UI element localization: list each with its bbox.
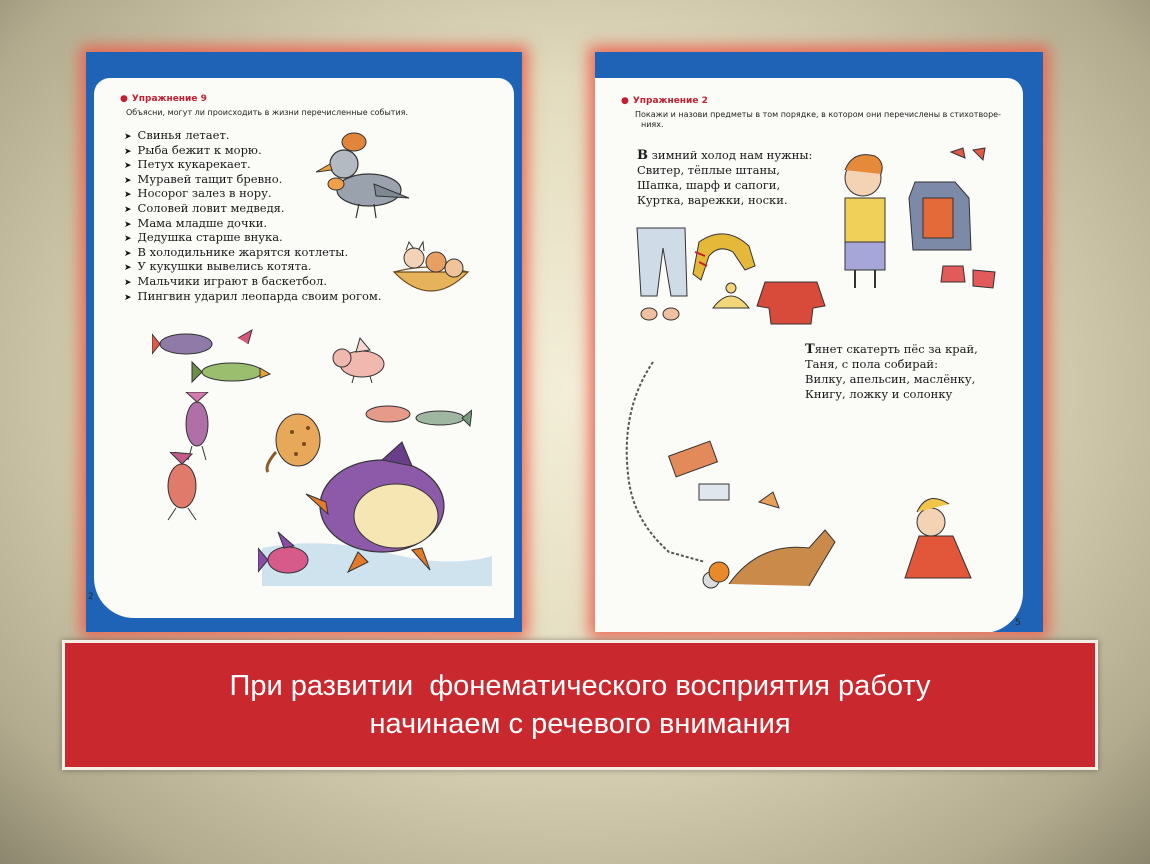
- swimming-creatures-illustration: [362, 396, 472, 436]
- left-page-top-border: [86, 52, 522, 78]
- poem-line: Таня, с пола собирай:: [805, 357, 938, 371]
- poem-line: Тянет скатерть пёс за край,: [805, 342, 978, 357]
- arrow-marker-icon: ➤: [124, 292, 132, 303]
- left-exercise-instruction: Объясни, могут ли происходить в жизни перечисленные события.: [126, 108, 409, 117]
- instruction-line-1: Покажи и назови предметы в том порядке, в котором они перечислены в стихотворе-: [635, 110, 1001, 119]
- list-item: ➤ Мама младше дочки.: [124, 215, 268, 230]
- list-item: ➤ Муравей тащит бревно.: [124, 171, 283, 186]
- winter-clothes-illustration: [629, 222, 829, 328]
- left-page-number: 2: [88, 592, 94, 602]
- instruction-line-2: ниях.: [641, 120, 664, 129]
- list-item: ➤ Носорог залез в нору.: [124, 186, 272, 201]
- dog-and-girl-scene-illustration: [609, 352, 1019, 592]
- right-book-page: [595, 52, 1043, 632]
- jumping-fish-illustration: [152, 452, 212, 522]
- small-fish-illustration: [258, 528, 314, 580]
- right-page-top-border: [595, 52, 1043, 78]
- left-book-page: [86, 52, 522, 632]
- right-page-number: 5: [1015, 618, 1021, 628]
- list-item: ➤ Петух кукарекает.: [124, 157, 251, 172]
- arrow-marker-icon: ➤: [124, 132, 132, 142]
- caption-banner: [62, 640, 1098, 770]
- right-exercise-instruction: [635, 110, 1035, 130]
- arrow-marker-icon: ➤: [124, 175, 132, 186]
- list-item: ➤ Мальчики играют в баскетбол.: [124, 273, 327, 288]
- arrow-marker-icon: ➤: [124, 234, 132, 245]
- arrow-marker-icon: ➤: [124, 204, 132, 215]
- arrow-marker-icon: ➤: [124, 161, 132, 172]
- flying-pig-illustration: [330, 336, 390, 384]
- red-dot-icon: ●: [621, 96, 629, 106]
- list-item: ➤ Рыба бежит к морю.: [124, 142, 262, 157]
- left-exercise-title-row: [120, 94, 207, 104]
- kittens-in-basket-illustration: [386, 232, 476, 307]
- boy-with-jacket-illustration: [823, 142, 1013, 292]
- winter-poem: [637, 148, 812, 208]
- arrow-marker-icon: ➤: [124, 219, 132, 230]
- arrow-marker-icon: ➤: [124, 190, 132, 201]
- flying-fish-illustration: [152, 320, 272, 400]
- arrow-marker-icon: ➤: [124, 263, 132, 274]
- poem-line: Куртка, варежки, носки.: [637, 193, 788, 207]
- bird-with-cat-illustration: [314, 128, 414, 223]
- list-item: ➤ Дедушка старше внука.: [124, 230, 283, 245]
- poem-line: Шапка, шарф и сапоги,: [637, 178, 781, 192]
- list-item: ➤ Пингвин ударил леопарда своим рогом.: [124, 288, 382, 303]
- left-exercise-title: Упражнение 9: [131, 94, 207, 104]
- arrow-marker-icon: ➤: [124, 146, 132, 157]
- poem-line: Свитер, тёплые штаны,: [637, 163, 780, 177]
- caption-line-1: При развитии фонематического восприятия работу: [229, 670, 931, 702]
- list-item: ➤ Свинья летает.: [124, 128, 230, 142]
- right-exercise-title-row: [621, 96, 708, 106]
- red-dot-icon: ●: [120, 94, 128, 104]
- caption-line-2: начинаем с речевого внимания: [369, 708, 791, 740]
- arrow-marker-icon: ➤: [124, 248, 132, 259]
- list-item: ➤ Соловей ловит медведя.: [124, 200, 285, 215]
- right-exercise-title: Упражнение 2: [632, 96, 708, 106]
- list-item: ➤ У кукушки вывелись котята.: [124, 259, 312, 274]
- list-item: ➤ В холодильнике жарятся котлеты.: [124, 244, 349, 259]
- poem-line: Вилку, апельсин, маслёнку,: [805, 372, 976, 386]
- poem-line: В зимний холод нам нужны:: [637, 148, 813, 163]
- poem-line: Книгу, ложку и солонку: [805, 387, 953, 401]
- arrow-marker-icon: ➤: [124, 277, 132, 288]
